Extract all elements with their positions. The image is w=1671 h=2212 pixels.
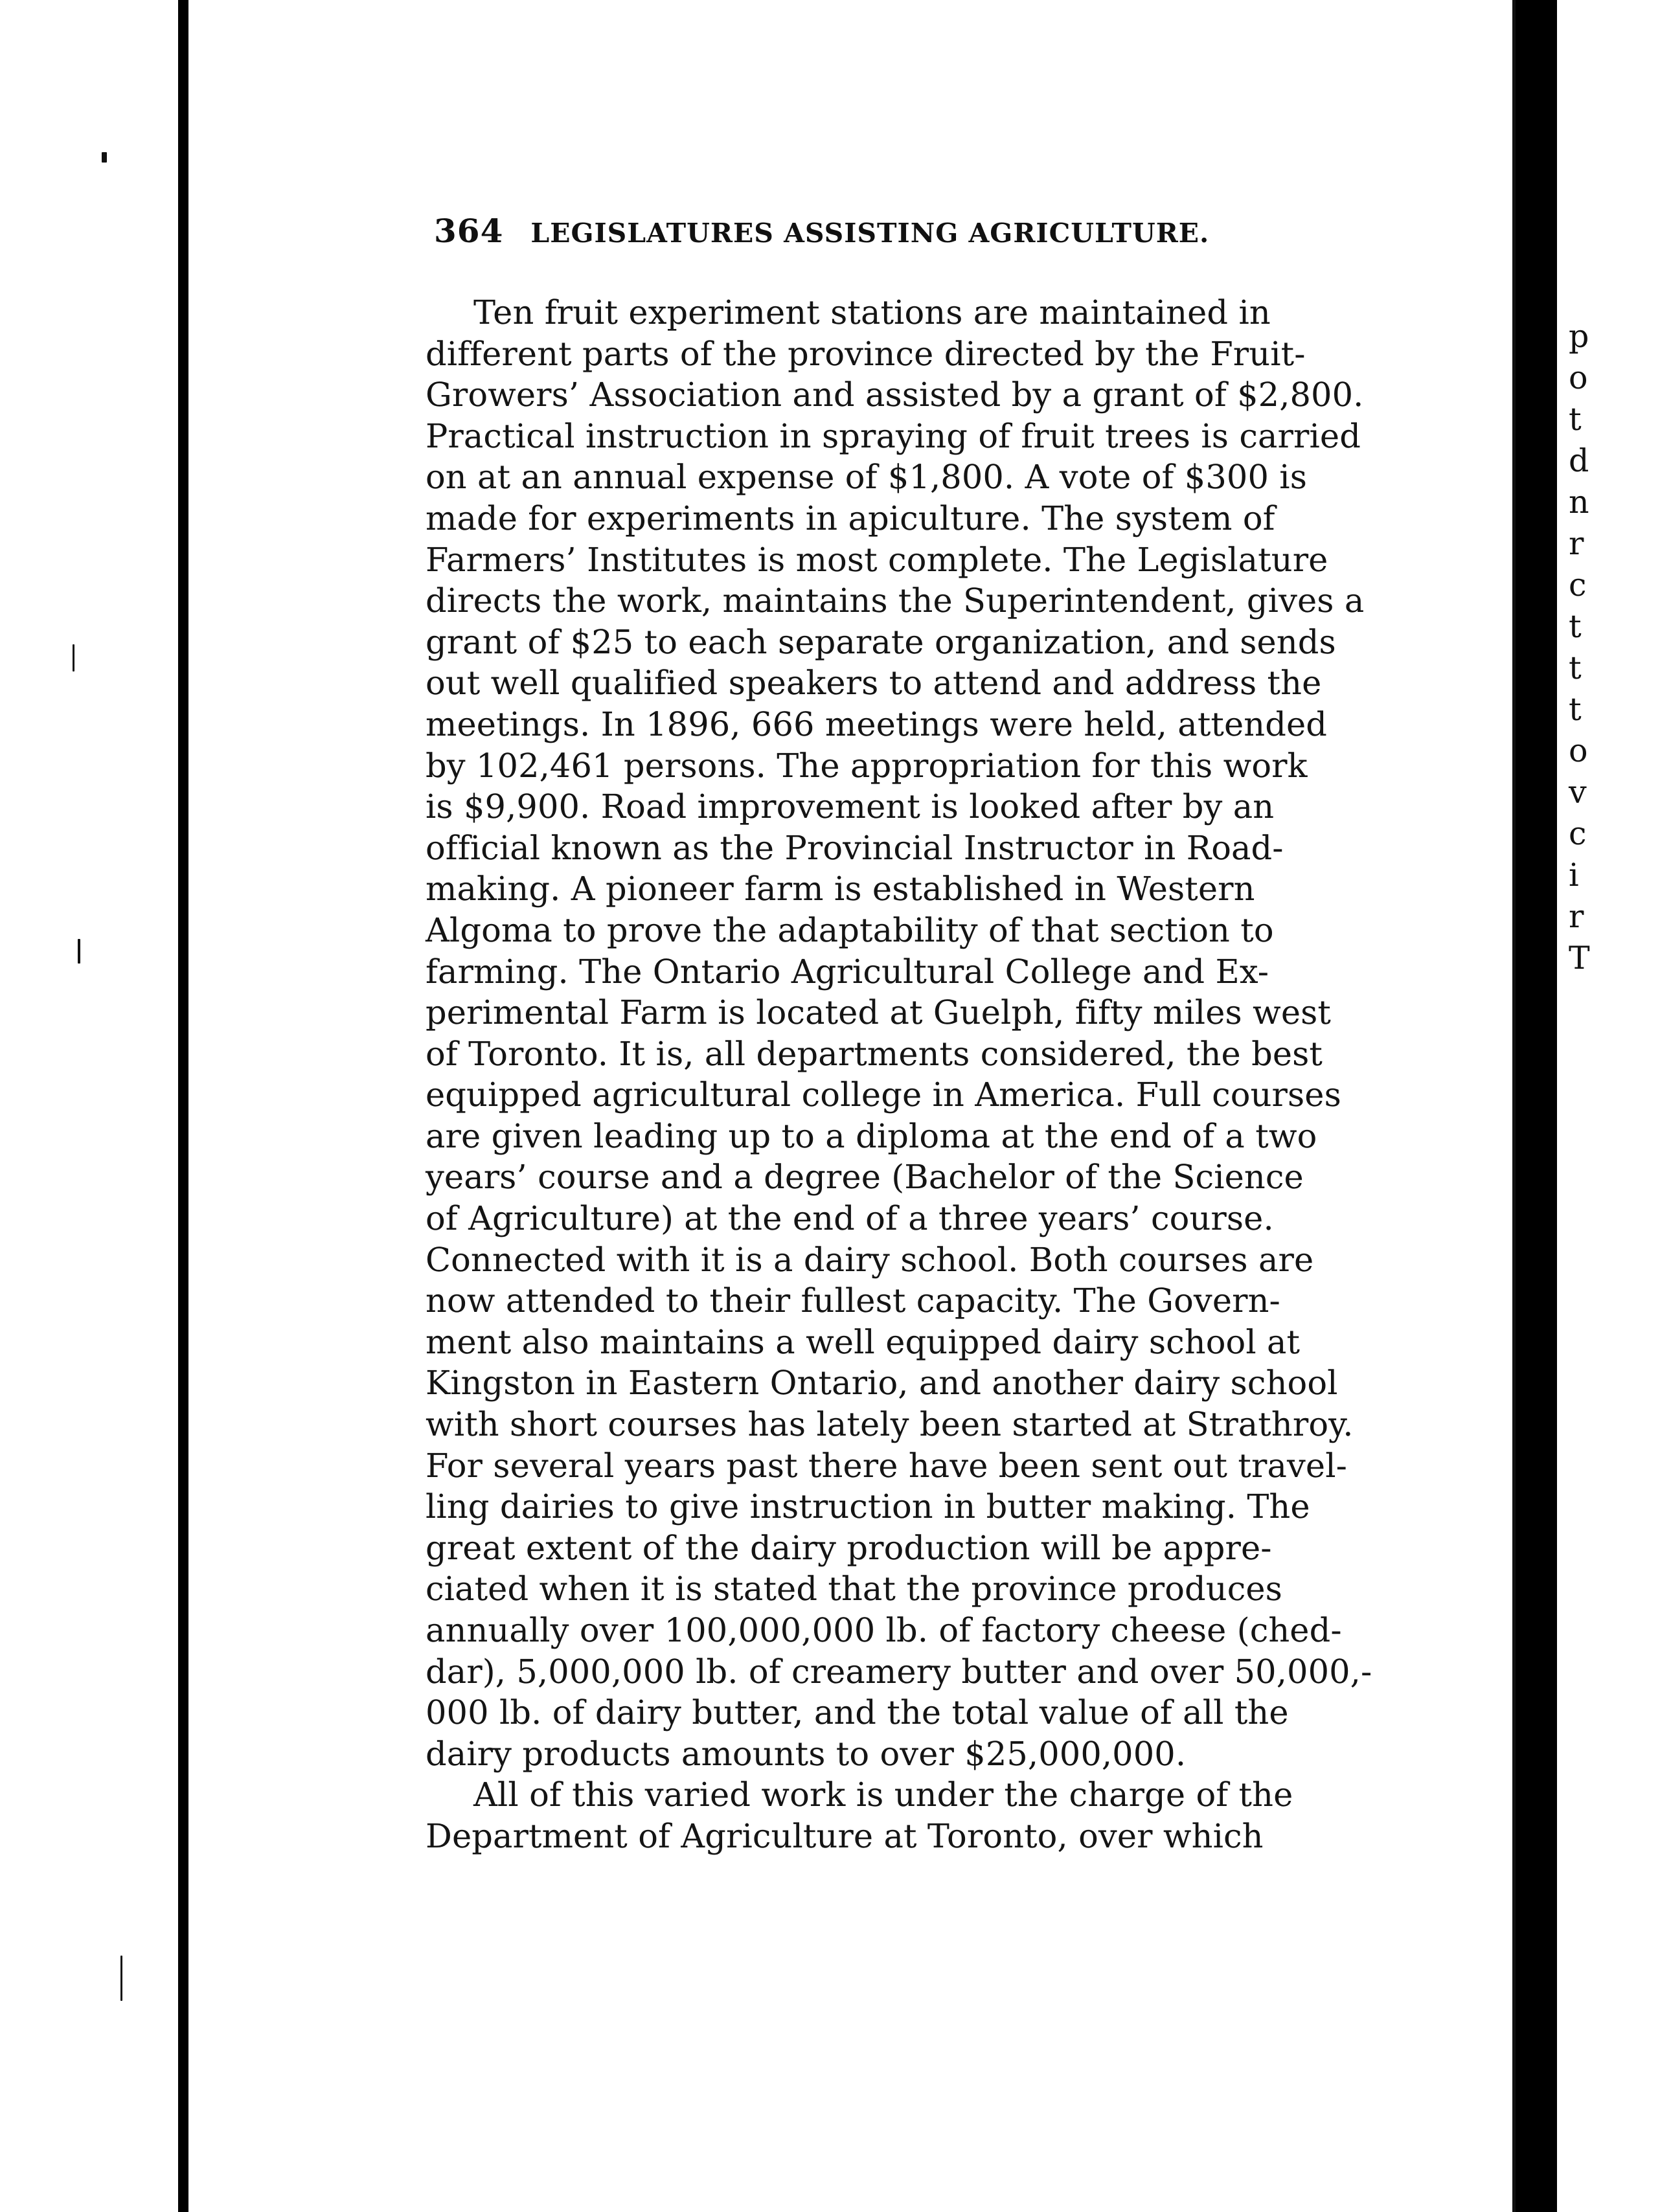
text-line-11: meetings. In 1896, 666 meetings were held, attended (426, 705, 1328, 744)
text-line-4: Practical instruction in spraying of fruit trees is carried (426, 417, 1361, 456)
text-line-17: farming. The Ontario Agricultural College and Ex- (426, 953, 1269, 991)
text-line-12: by 102,461 persons. The appropriation for this work (426, 747, 1308, 785)
page-header (434, 212, 1289, 270)
page-body-text (426, 293, 1397, 1858)
text-line-38: Department of Agriculture at Toronto, over which (426, 1817, 1264, 1856)
adjacent-line-16: T (1569, 940, 1590, 976)
adjacent-line-2: o (1569, 359, 1588, 396)
text-line-7: Farmers’ Institutes is most complete. The Legislature (426, 541, 1328, 580)
text-line-31: great extent of the dairy production will be appre- (426, 1529, 1272, 1568)
running-head: LEGISLATURES ASSISTING AGRICULTURE. (530, 218, 1210, 249)
scan-mark-3 (78, 939, 80, 964)
text-line-34: dar), 5,000,000 lb. of creamery butter and over 50,000,- (426, 1653, 1372, 1691)
text-line-3: Growers’ Association and assisted by a grant of $2,800. (426, 376, 1364, 415)
text-line-6: made for experiments in apiculture. The system of (426, 499, 1275, 538)
scan-mark-1 (102, 152, 107, 163)
text-line-10: out well qualified speakers to attend and address the (426, 664, 1322, 703)
left-scan-margin (0, 0, 189, 2212)
adjacent-line-11: o (1569, 732, 1588, 769)
adjacent-line-4: d (1569, 442, 1589, 479)
text-line-35: 000 lb. of dairy butter, and the total value of all the (426, 1694, 1289, 1733)
adjacent-line-3: t (1569, 401, 1582, 438)
adjacent-line-6: r (1569, 525, 1584, 562)
text-line-16: Algoma to prove the adaptability of that section to (426, 911, 1274, 950)
adjacent-line-15: r (1569, 898, 1584, 935)
adjacent-page-text (1569, 316, 1666, 979)
text-line-1: Ten fruit experiment stations are maintained in (473, 294, 1271, 332)
adjacent-line-13: c (1569, 815, 1587, 852)
adjacent-line-8: t (1569, 608, 1582, 645)
text-line-19: of Toronto. It is, all departments considered, the best (426, 1035, 1323, 1074)
text-line-15: making. A pioneer farm is established in Western (426, 870, 1255, 909)
text-line-24: Connected with it is a dairy school. Both courses are (426, 1241, 1314, 1280)
adjacent-line-7: c (1569, 567, 1587, 604)
scan-mark-2 (73, 644, 74, 672)
left-scan-edge (178, 0, 188, 2212)
text-line-30: ling dairies to give instruction in butter making. The (426, 1488, 1310, 1527)
text-line-14: official known as the Provincial Instructor in Road- (426, 829, 1284, 868)
text-line-13: is $9,900. Road improvement is looked after by an (426, 788, 1275, 827)
text-line-29: For several years past there have been sent out travel- (426, 1447, 1347, 1485)
text-line-2: different parts of the province directed by the Fruit- (426, 335, 1306, 374)
page-number: 364 (434, 212, 504, 250)
adjacent-page-fragment (1557, 0, 1671, 2212)
text-line-25: now attended to their fullest capacity. The Govern- (426, 1282, 1280, 1321)
text-line-37: All of this varied work is under the charge of the (473, 1776, 1293, 1815)
text-line-32: ciated when it is stated that the province produces (426, 1570, 1282, 1609)
text-line-36: dairy products amounts to over $25,000,000. (426, 1735, 1187, 1774)
text-line-21: are given leading up to a diploma at the end of a two (426, 1117, 1317, 1156)
adjacent-line-5: n (1569, 484, 1589, 521)
right-scan-gutter (1516, 0, 1557, 2212)
scan-mark-4 (120, 1956, 122, 2001)
adjacent-line-9: t (1569, 649, 1582, 686)
text-line-27: Kingston in Eastern Ontario, and another dairy school (426, 1364, 1338, 1403)
text-line-23: of Agriculture) at the end of a three years’ course. (426, 1200, 1274, 1239)
adjacent-line-12: v (1569, 774, 1587, 811)
text-line-28: with short courses has lately been started at Strathroy. (426, 1406, 1354, 1445)
adjacent-line-1: p (1569, 318, 1589, 355)
text-line-22: years’ course and a degree (Bachelor of the Science (426, 1158, 1304, 1197)
text-line-20: equipped agricultural college in America. Full courses (426, 1076, 1341, 1115)
text-line-18: perimental Farm is located at Guelph, fifty miles west (426, 994, 1331, 1033)
text-line-9: grant of $25 to each separate organization, and sends (426, 623, 1336, 662)
adjacent-line-14: i (1569, 857, 1579, 894)
text-line-8: directs the work, maintains the Superintendent, gives a (426, 582, 1365, 621)
adjacent-line-10: t (1569, 691, 1582, 728)
text-line-33: annually over 100,000,000 lb. of factory cheese (ched- (426, 1612, 1342, 1650)
text-line-5: on at an annual expense of $1,800. A vote of $300 is (426, 458, 1307, 497)
text-line-26: ment also maintains a well equipped dairy school at (426, 1323, 1301, 1362)
